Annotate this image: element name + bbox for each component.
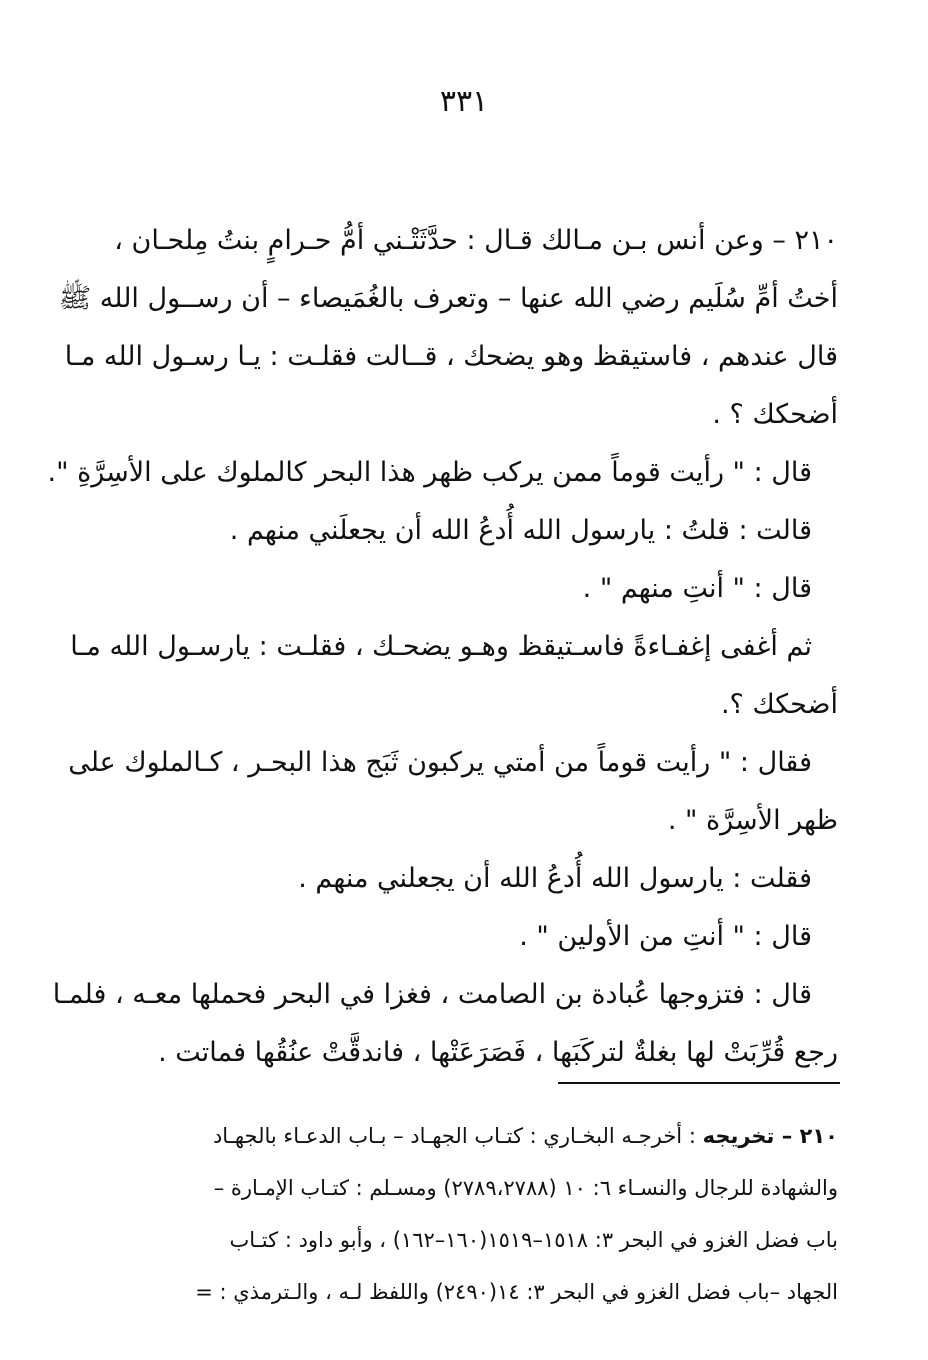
footnote-text: : أخرجـه البخـاري : كتـاب الجهـاد – بـاب الدعـاء بالجهـاد	[212, 1124, 703, 1148]
footnote-line	[132, 1110, 838, 1162]
body-line: ظهر الأسِرَّة " .	[667, 805, 838, 836]
body-line: أضحكك ؟ .	[712, 399, 838, 430]
page-number: ٣٣١	[439, 84, 489, 119]
footnote-line: والشهادة للرجال والنسـاء ٦: ١٠ (٢٧٨٩،٢٧٨٨) ومسـلم : كتـاب الإمـارة –	[213, 1176, 838, 1200]
footnote	[132, 1110, 838, 1318]
body-line: قال : " أنتِ من الأولين " .	[519, 921, 812, 952]
body-line: ثم أغفى إغفـاءةً فاسـتيقظ وهـو يضحـك ، فقلـت : يارسـول الله مـا	[70, 631, 812, 662]
body-line: رجع قُرِّبَتْ لها بغلةٌ لتركَبَها ، فَصَرَعَتْها ، فاندقَّتْ عنُقُها فماتت .	[158, 1037, 838, 1068]
footnote-line: الجهاد –باب فضل الغزو في البحر ٣: ١٤(٢٤٩٠) واللفظ لـه ، والـترمذي : =	[195, 1280, 838, 1304]
hadith-body	[47, 212, 838, 1082]
body-line: قال : فتزوجها عُبادة بن الصامت ، فغزا في البحر فحملها معـه ، فلمـا	[52, 979, 812, 1010]
body-line: قال عندهم ، فاستيقظ وهو يضحك ، قــالت فقلـت : يـا رسـول الله مـا	[64, 341, 838, 372]
body-line: ٢١٠ – وعن أنس بـن مـالك قـال : حدَّثَتْـني أمُّ حـرامٍ بنتُ مِلحـان ،	[114, 225, 838, 256]
footnote-separator	[558, 1082, 840, 1084]
body-line: أضحكك ؟.	[720, 689, 838, 720]
footnote-heading: ٢١٠ – تخريجه	[702, 1124, 838, 1148]
footnote-line: باب فضل الغزو في البحر ٣: ١٥١٨–١٥١٩(١٦٠–١٦٢) ، وأبو داود : كتـاب	[229, 1228, 838, 1252]
body-line: قال : " رأيت قوماً ممن يركب ظهر هذا البحر كالملوك على الأسِرَّةِ ".	[47, 457, 812, 488]
body-line: قال : " أنتِ منهم " .	[582, 573, 812, 604]
body-line: فقلت : يارسول الله أُدعُ الله أن يجعلني منهم .	[298, 863, 812, 894]
body-line: فقال : " رأيت قوماً من أمتي يركبون ثَبَج هذا البحـر ، كـالملوك على	[68, 747, 812, 778]
body-line: أختُ أمِّ سُلَيم رضي الله عنها – وتعرف بالغُمَيصاء – أن رســول الله ﷺ	[58, 283, 838, 314]
body-line: قالت : قلتُ : يارسول الله أُدعُ الله أن يجعلَني منهم .	[229, 515, 812, 546]
